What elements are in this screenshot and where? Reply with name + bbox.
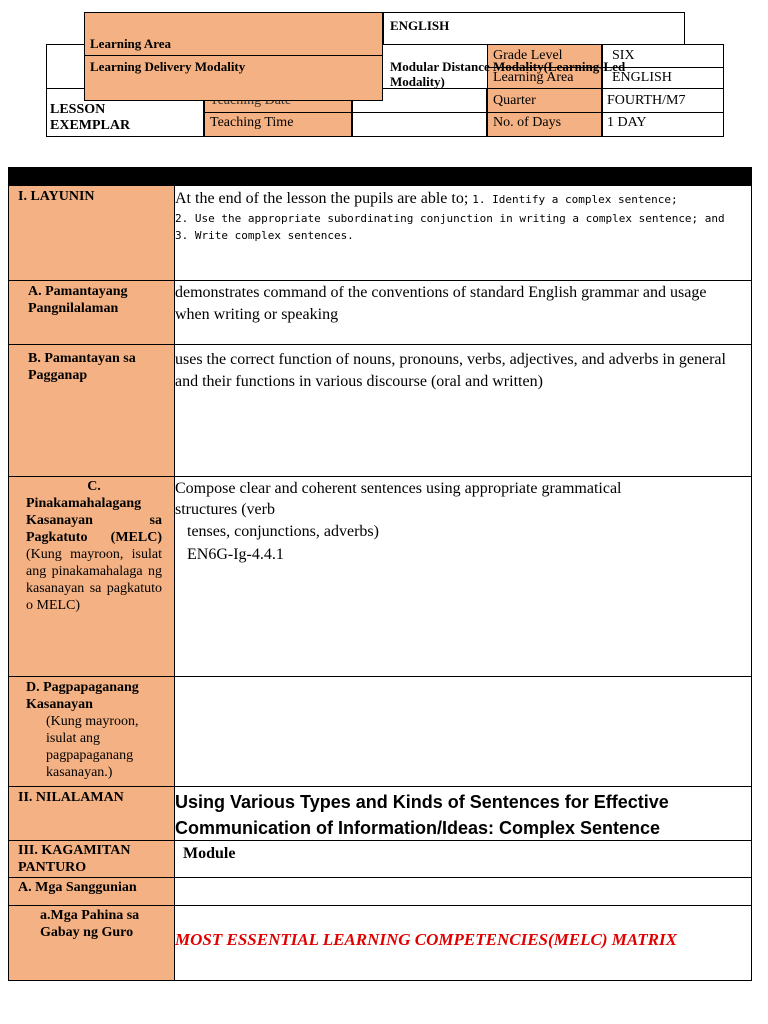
pagpapaganang-label <box>26 679 166 781</box>
kagamitan-content-cell <box>174 840 752 878</box>
teaching-time-value-cell[interactable] <box>352 112 487 137</box>
layunin-content <box>175 188 745 244</box>
kagamitan-content: Module <box>183 845 236 862</box>
melc-line-2: tenses, conjunctions, adverbs) <box>187 523 379 540</box>
days-label: No. of Days <box>493 115 562 130</box>
modality-label: Learning Delivery Modality <box>90 59 246 74</box>
melc-label <box>26 478 162 614</box>
learning-area-value: ENGLISH <box>390 18 450 33</box>
layunin-item-2: 2. Use the appropriate subordinating conjunction in writing a complex sentence; and <box>175 212 725 225</box>
quarter-label: Quarter <box>493 93 536 108</box>
learning-area-label-2: Learning Area <box>493 70 574 85</box>
grade-level-value: SIX <box>612 48 635 63</box>
learning-area-value-2: ENGLISH <box>612 70 672 85</box>
pagpapaganang-label-rest: (Kung mayroon, isulat ang pagpapaganang kasanayan.) <box>46 714 139 780</box>
layunin-item-1: 1. Identify a complex sentence; <box>472 193 678 206</box>
pahina-content: MOST ESSENTIAL LEARNING COMPETENCIES(MELC) MATRIX <box>175 930 677 949</box>
pamantayang-content: demonstrates command of the conventions of standard English grammar and usage when writing or speaking <box>175 284 707 323</box>
days-value: 1 DAY <box>607 115 647 130</box>
modality-value: Modular Distance Modality(Learning-Led Modality) <box>390 59 626 89</box>
layunin-label: I. LAYUNIN <box>18 189 95 204</box>
melc-content <box>175 478 735 566</box>
pagganap-content: uses the correct function of nouns, pronouns, verbs, adjectives, and adverbs in general and their functions in various discourse (oral and written) <box>175 351 726 390</box>
grade-level-label: Grade Level <box>493 48 563 63</box>
layunin-intro: At the end of the lesson the pupils are able to; <box>175 190 473 207</box>
melc-line-1: Compose clear and coherent sentences using appropriate grammatical structures (verb <box>175 480 622 518</box>
nilalaman-label: II. NILALAMAN <box>18 790 124 805</box>
pamantayang-label: A. Pamantayang Pangnilalaman <box>28 284 128 316</box>
kagamitan-label: III. KAGAMITAN PANTURO <box>18 843 131 875</box>
quarter-value: FOURTH/M7 <box>607 93 686 108</box>
teaching-time-label: Teaching Time <box>210 115 294 130</box>
pahina-label: a.Mga Pahina sa Gabay ng Guro <box>40 908 140 940</box>
melc-label-c: C. <box>87 479 101 494</box>
melc-label-bold: Pinakamahalagang Kasanayan sa Pagkatuto (MELC) <box>26 496 162 545</box>
main-table-header-bar <box>8 167 752 186</box>
melc-label-body <box>26 495 162 614</box>
lesson-exemplar: LESSON EXEMPLAR <box>50 102 131 133</box>
pagpapaganang-content-cell[interactable] <box>174 676 752 787</box>
pagpapaganang-label-bold: D. Pagpapaganang Kasanayan <box>26 680 139 712</box>
nilalaman-content: Using Various Types and Kinds of Sentences for Effective Communication of Information/Ideas: Complex Sentence <box>175 792 669 838</box>
layunin-item-3: 3. Write complex sentences. <box>175 229 354 242</box>
sanggunian-content-cell[interactable] <box>174 877 752 906</box>
melc-label-rest: (Kung mayroon, isulat ang pinakamahalaga ng kasanayan sa pagkatuto o MELC) <box>26 547 162 613</box>
pagganap-label: B. Pamantayan sa Pagganap <box>28 351 136 383</box>
sanggunian-label: A. Mga Sanggunian <box>18 880 137 895</box>
melc-line-3: EN6G-Ig-4.4.1 <box>187 546 284 563</box>
learning-area-label: Learning Area <box>90 36 172 51</box>
